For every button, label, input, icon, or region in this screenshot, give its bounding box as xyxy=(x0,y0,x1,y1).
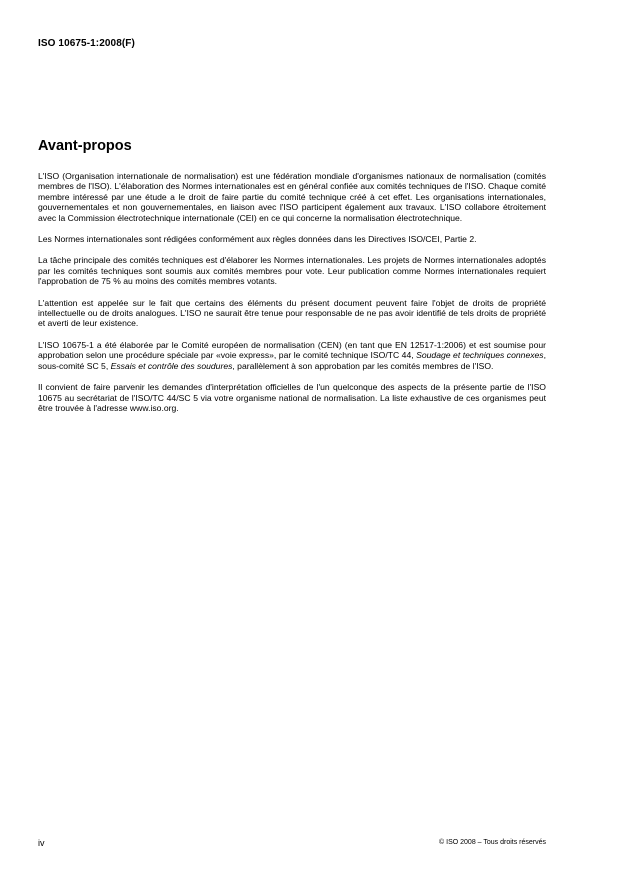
paragraph-technical-committees: La tâche principale des comités techniques est d'élaborer les Normes internationales. Les projets de Normes internationales adoptés par les comités techniques sont soumis aux comités membres pour vote. Leur publication comme Normes internationales requiert l'approbation de 75 % au moins des comités membres votants. xyxy=(38,255,546,287)
copyright-notice: © ISO 2008 – Tous droits réservés xyxy=(439,839,546,846)
paragraph-patent-rights: L'attention est appelée sur le fait que certains des éléments du présent document peuvent faire l'objet de droits de propriété intellectuelle ou de droits analogues. L'ISO ne saurait être tenue pour responsable de ne pas avoir identifié de tels droits de propriété et averti de leur existence. xyxy=(38,297,546,329)
paragraph-directives: Les Normes internationales sont rédigées conformément aux règles données dans les Directives ISO/CEI, Partie 2. xyxy=(38,234,477,245)
paragraph-iso-organisation: L'ISO (Organisation internationale de normalisation) est une fédération mondiale d'organismes nationaux de normalisation (comités membres de l'ISO). L'élaboration des Normes internationales est en général confiée aux comités techniques de l'ISO. Chaque comité membre intéressé par une étude a le droit de faire partie du comité technique créé à cet effet. Les organisations internationales, gouvernementales et non gouvernementales, en liaison avec l'ISO participent également aux travaux. L'ISO collabore étroitement avec la Commission électrotechnique internationale (CEI) en ce qui concerne la normalisation électrotechnique. xyxy=(38,171,546,223)
preparation-text-part3: , parallèlement à son approbation par les comités membres de l'ISO. xyxy=(232,360,494,371)
section-title: Avant-propos xyxy=(38,138,132,154)
page-number: iv xyxy=(38,838,45,848)
paragraph-preparation xyxy=(38,340,546,371)
preparation-text-part2: , sous-comité SC 5, xyxy=(38,350,546,371)
committee-title: Soudage et techniques connexes xyxy=(416,350,544,361)
paragraph-interpretation-requests: Il convient de faire parvenir les demandes d'interprétation officielles de l'un quelconque des aspects de la présente partie de l'ISO 10675 au secrétariat de l'ISO/TC 44/SC 5 via votre organisme national de normalisation. La liste exhaustive de ces organismes peut être trouvée à l'adresse www.iso.org. xyxy=(38,382,546,413)
subcommittee-title: Essais et contrôle des soudures xyxy=(110,360,233,371)
preparation-text-part1: L'ISO 10675-1 a été élaborée par le Comité européen de normalisation (CEN) (en tant que EN 12517-1:2006) et est soumise pour approbation selon une procédure spéciale par «voie express», par le comité technique ISO/TC 44, xyxy=(38,339,546,361)
foreword-body xyxy=(38,171,546,424)
document-header: ISO 10675-1:2008(F) xyxy=(38,38,135,49)
